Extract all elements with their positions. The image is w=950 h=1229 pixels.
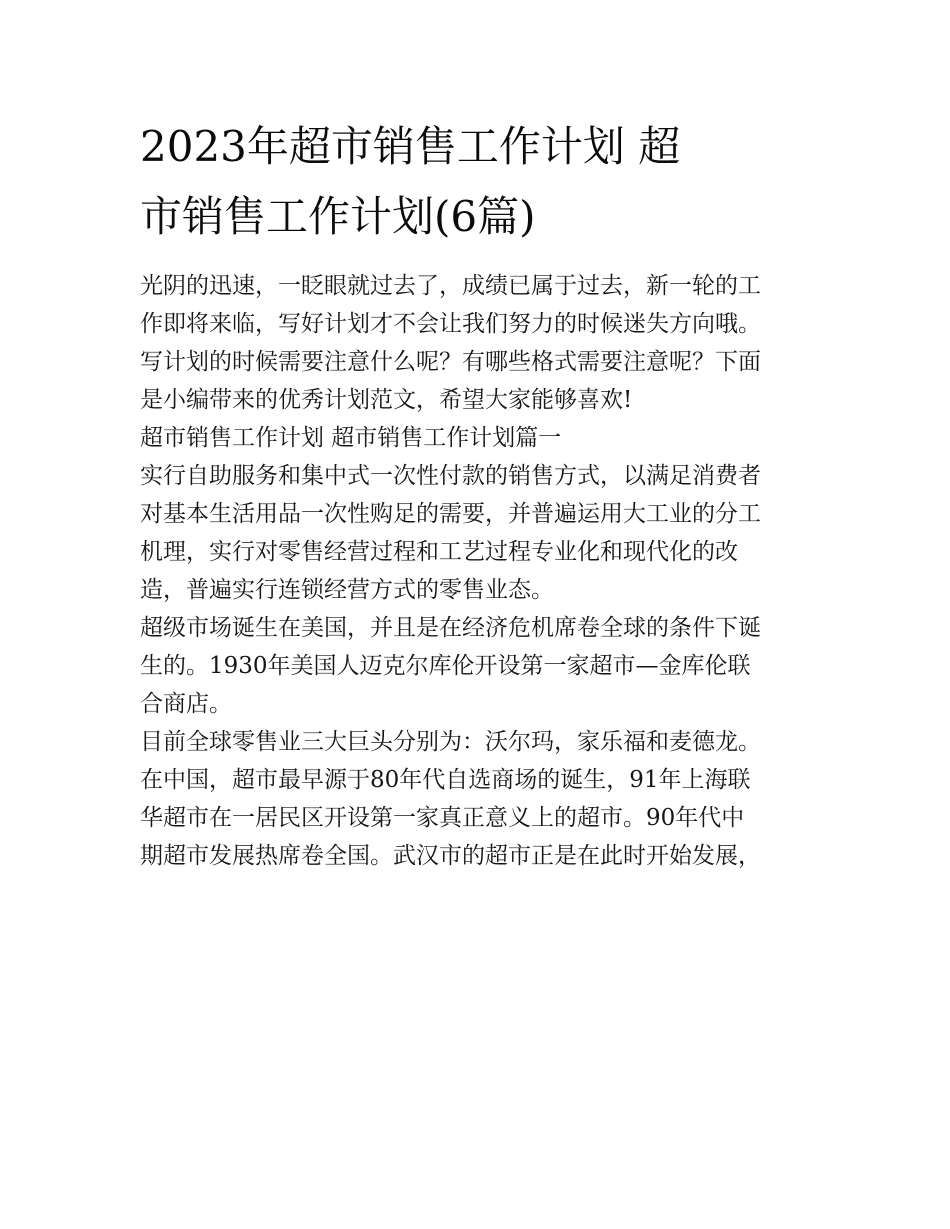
- paragraph-line: 实行自助服务和集中式一次性付款的销售方式，以满足消费者: [140, 463, 761, 489]
- paragraph-line: 超级市场诞生在美国，并且是在经济危机席卷全球的条件下诞: [140, 615, 761, 641]
- paragraph-line: 写计划的时候需要注意什么呢？有哪些格式需要注意呢？下面: [140, 349, 761, 375]
- paragraph-line: 光阴的迅速，一眨眼就过去了，成绩已属于过去，新一轮的工: [140, 273, 761, 299]
- paragraph-line: 期超市发展热席卷全国。武汉市的超市正是在此时开始发展，: [140, 843, 761, 869]
- document-content: [140, 112, 820, 875]
- paragraph-line: 是小编带来的优秀计划范文，希望大家能够喜欢!: [140, 387, 633, 413]
- history-paragraph: [140, 609, 820, 723]
- intro-paragraph: [140, 267, 820, 419]
- paragraph-line: 华超市在一居民区开设第一家真正意义上的超市。90年代中: [140, 805, 745, 831]
- paragraph-line: 作即将来临，写好计划才不会让我们努力的时候迷失方向哦。: [140, 311, 761, 337]
- section-heading-line: 超市销售工作计划 超市销售工作计划篇一: [140, 425, 562, 451]
- paragraph-line: 生的。1930年美国人迈克尔库伦开设第一家超市—金库伦联: [140, 653, 751, 679]
- document-title: [140, 112, 820, 252]
- global-paragraph: [140, 723, 820, 875]
- paragraph-line: 机理，实行对零售经营过程和工艺过程专业化和现代化的改: [140, 539, 738, 565]
- paragraph-line: 合商店。: [140, 691, 232, 717]
- definition-paragraph: [140, 457, 820, 609]
- paragraph-line: 造，普遍实行连锁经营方式的零售业态。: [140, 577, 554, 603]
- title-line-2: 市销售工作计划(6篇): [140, 192, 536, 241]
- paragraph-line: 在中国，超市最早源于80年代自选商场的诞生，91年上海联: [140, 767, 751, 793]
- title-line-1: 2023年超市销售工作计划 超: [140, 122, 681, 171]
- paragraph-line: 目前全球零售业三大巨头分别为：沃尔玛，家乐福和麦德龙。: [140, 729, 761, 755]
- section-heading: [140, 419, 820, 457]
- paragraph-line: 对基本生活用品一次性购足的需要，并普遍运用大工业的分工: [140, 501, 761, 527]
